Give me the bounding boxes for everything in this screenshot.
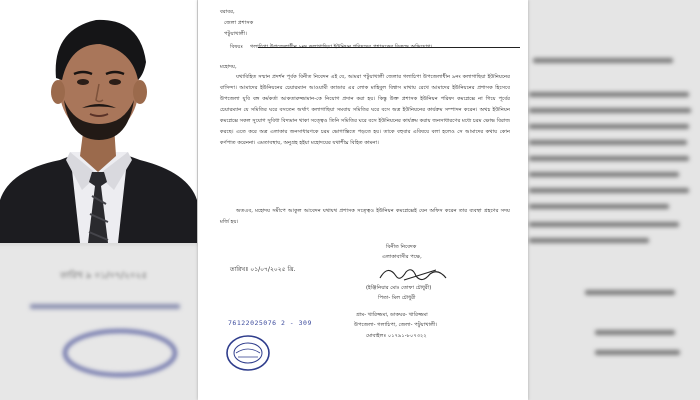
subject-text: গলাচিপা উপজেলাধীন ৯নং কলাগাছিয়া ইউনিয়ন পরিষদের প্রশাসকের বিরুদ্ধে অভিযোগ।: [250, 44, 433, 50]
body-paragraph-1: যথাবিহিত সম্মান প্রদর্শন পূর্বক বিনীত নিবেদন এই যে, আমরা পটুয়াখালী জেলার গলাচিপা উপজেলাধীন ৯নং কলাগাছিয়া ইউনিয়নের বাসিন্দা। আমাদের ইউনিয়নের চেয়ারম্যান আওয়ামী ক্যাডার এর লোক মাহিবুল বিশ্বাস মাথায় রেখে আমাদের ইউনিয়নের প্রশাসক হিসেবে উপজেলা যুবি বঙ্গ কর্মকর্তা আকতারুজ্জামান-কে নিয়োগ প্রদান করা হয়। কিন্তু উক্ত প্রশাসক ইউনিয়ন পরিষদ কমপ্লেক্সে না গিয়ে পূর্বের চেয়ারম্যান যে সমিতির ঘরে বসতেন অর্থাৎ কলাগাছিয়া সমবায় সমিতির ঘরে বসে অত্র ইউনিয়নের কার্যক্রম সম্পাদন করেন। অথচ ইউনিয়ন কমপ্লেক্সে সকল সুযোগ সুবিধা বিদ্যমান থাকা সত্ত্বেও তিনি সমিতির ঘরে বসে ইউনিয়নের কার্যক্রম করায় জনসাধারণের মধ্যে চরম ক্ষোভ বিরাজ করছে। এতে করে অত্র এলাকার জনসাধারণকে চরম ভোগান্তিতে পড়তে হয়। তাকে বহুবার এবিষয়ে বলা হলেও সে আমাদের কথায় কোন কর্ণপাত করেননা। এমতাবস্থায়, অনুগ্রহ হইয়া মহোদয়ের যথাশীঘ্র বিহিত কামনা।: [220, 74, 510, 146]
right-background: [525, 0, 700, 400]
blurred-line: [529, 156, 689, 161]
blurred-line: [529, 124, 689, 129]
blurred-line: [529, 92, 689, 97]
blurred-stamp-left: [60, 325, 190, 385]
address-line-1: গ্রাম- খারিজ্জমা, ডাকঘর- খারিজ্জমা: [356, 312, 428, 318]
closing-sub: এলাকাবাসীর পক্ষে,: [382, 254, 422, 260]
portrait-photo: [0, 0, 197, 243]
body-paragraph-2: অতএব, মহোদয় সমীপে আকুল আবেদন যথাযথ প্রশাসক সত্ত্বেও ইউনিয়ন কমপ্লেক্সেই যেন অফিস করেন তার ব্যবস্থা গ্রহণের সদয় মর্জি হয়।: [220, 208, 510, 225]
blurred-number-strip: [30, 304, 180, 309]
letter-district: পটুয়াখালী।: [224, 31, 248, 37]
subject-underline: [258, 47, 520, 48]
address-line-2: উপজেলা- গলাচিপা, জেলা- পটুয়াখালী।: [354, 322, 438, 328]
blurred-line: [585, 290, 675, 295]
blurred-date-left: তারিখ ৯ ০১/০৭/২০২৫: [60, 271, 148, 281]
blurred-line: [529, 108, 691, 113]
blurred-line: [533, 58, 673, 63]
office-seal-stamp: [224, 332, 274, 374]
blurred-line: [529, 188, 689, 193]
blurred-line: [595, 330, 675, 335]
portrait-illustration: [0, 0, 197, 243]
blurred-line: [529, 238, 649, 243]
blurred-line: [529, 172, 679, 177]
letter-date: তারিখঃ ০১/০৭/২০২৫ খ্রি.: [230, 266, 296, 273]
blurred-line: [529, 140, 687, 145]
blurred-line: [595, 350, 680, 355]
blurred-line: [529, 204, 669, 209]
closing: বিনীত নিবেদক: [386, 244, 417, 250]
complaint-letter: [198, 0, 528, 400]
phone-number: মোবাইলঃ ০১৭৯১-৮০৭৩২২: [366, 333, 427, 339]
salutation: মহোদয়,: [220, 64, 237, 70]
blurred-line: [529, 222, 679, 227]
letter-to-line: বরাবর,: [220, 9, 235, 15]
subject-label: বিষয়ঃ: [230, 44, 244, 50]
signer-name: (ইঞ্জিনিয়ার মোঃ তোফা চৌধুরী): [366, 285, 432, 291]
reference-number: 76122025076 2 - 309: [228, 319, 312, 327]
signer-father: পিতা- মিল চৌধুরী: [378, 295, 416, 301]
letter-recipient: জেলা প্রশাসক: [224, 20, 254, 26]
